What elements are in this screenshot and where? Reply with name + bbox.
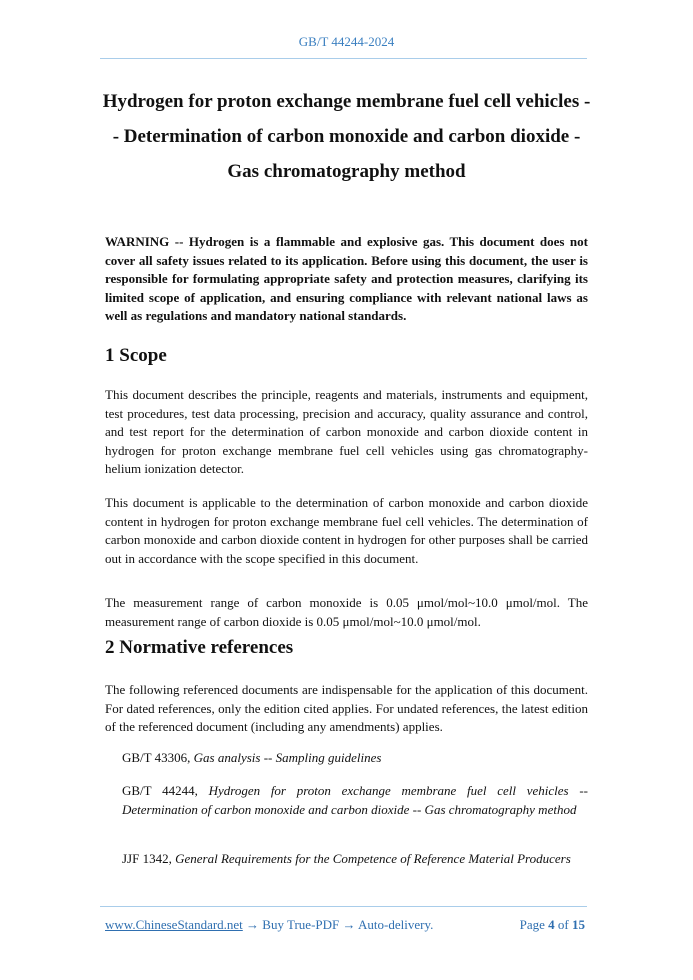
scope-paragraph-3: The measurement range of carbon monoxide is 0.05 μmol/mol~10.0 μmol/mol. The measurement range of carbon dioxide is 0.05 μmol/mol~10.0 μmol/mol. (105, 595, 588, 629)
section-2-heading: 2 Normative references (105, 637, 294, 658)
title-line-3: Gas chromatography method (227, 161, 466, 182)
total-pages: 15 (572, 917, 585, 932)
scope-paragraph-2: This document is applicable to the determination of carbon monoxide and carbon dioxide content in hydrogen for proton exchange membrane fuel cell vehicles. The determination of carbon monoxide and carbon dioxide content in hydrogen for other purposes shall be carried out in accordance with the scope specified in this document. (105, 495, 588, 566)
document-title (90, 84, 603, 189)
footer-promo (105, 917, 433, 933)
warning-text: WARNING -- Hydrogen is a flammable and explosive gas. This document does not cover all safety issues related to its application. Before using this document, the user is responsible for formulating appropriate safety and protection measures, clarifying its limited scope of application, and ensuring compliance with relevant national laws as well as regulations and mandatory national standards. (105, 234, 588, 324)
normative-intro: The following referenced documents are indispensable for the application of this document. For dated references, only the edition cited applies. For undated references, the latest edition of the referenced document (including any amendments) applies. (105, 682, 588, 735)
document-id-header: GB/T 44244-2024 (298, 34, 395, 49)
header-divider (100, 58, 587, 59)
reference-item: JJF 1342, General Requirements for the Competence of Reference Material Producers (122, 851, 571, 866)
title-line-1: Hydrogen for proton exchange membrane fuel cell vehicles - (102, 91, 591, 112)
title-line-2: - Determination of carbon monoxide and carbon dioxide - (112, 126, 581, 147)
promo-text: → Buy True-PDF → Auto-delivery. (242, 917, 434, 932)
section-1-heading: 1 Scope (105, 345, 167, 366)
reference-item: GB/T 44244, Hydrogen for proton exchange membrane fuel cell vehicles -- Determination of carbon monoxide and carbon dioxide -- Gas chromatography method (122, 783, 588, 817)
website-link[interactable]: www.ChineseStandard.net (105, 917, 243, 932)
reference-item: GB/T 43306, Gas analysis -- Sampling guidelines (122, 750, 382, 765)
current-page: 4 (548, 917, 555, 932)
page-indicator: Page 4 of 15 (519, 917, 585, 932)
scope-paragraph-1: This document describes the principle, reagents and materials, instruments and equipment, test procedures, test data processing, precision and accuracy, quality assurance and control, and test report for the determination of carbon monoxide and carbon dioxide content in hydrogen for proton exchange membrane fuel cell vehicles using gas chromatography-helium ionization detector. (105, 387, 588, 477)
footer-divider (100, 906, 587, 907)
